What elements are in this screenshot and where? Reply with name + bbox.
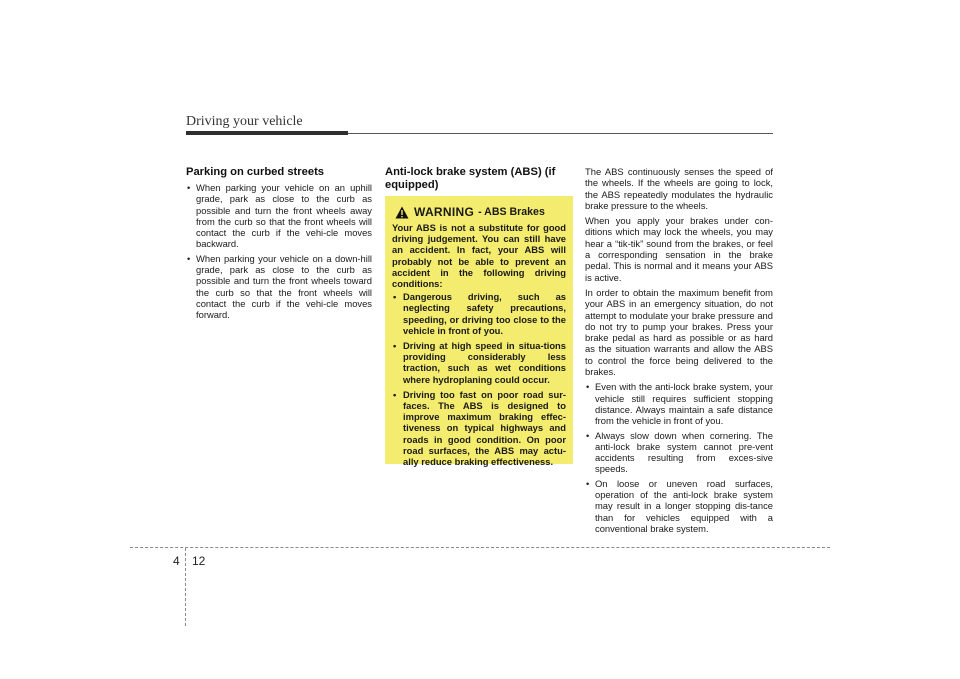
left-column <box>186 166 372 324</box>
page-number: 12 <box>192 554 206 568</box>
list-item: • Driving at high speed in situa-tions providing considerably less traction, such as wet conditions where hydroplaning could occur. <box>392 340 566 385</box>
right-column <box>585 166 773 537</box>
warning-body <box>392 222 566 471</box>
warning-label: WARNING <box>414 205 475 219</box>
list-item: • When parking your vehicle on an uphill grade, park as close to the curb as possible and turn the front wheels away from the curb so that the front wheels will contact the curb if the vehi-cle moves backward. <box>186 182 372 250</box>
middle-column <box>385 166 573 195</box>
page-header-title: Driving your vehicle <box>186 114 303 129</box>
abs-paragraph: When you apply your brakes under con-ditions which may lock the wheels, you may hear a “tik-tik” sound from the brakes, or feel a corresponding sensation in the brake pedal. This is normal and it means your ABS is active. <box>585 215 773 283</box>
list-item: • Dangerous driving, such as neglecting safety precautions, speeding, or driving too close to the vehicle in front of you. <box>392 291 566 336</box>
list-item: • When parking your vehicle on a down-hill grade, park as close to the curb as possible and turn the front wheels toward the curb so that the front wheels will contact the curb if the vehi-cle moves forward. <box>186 253 372 321</box>
warning-header <box>395 204 545 220</box>
list-item: • Driving too fast on poor road sur-faces. The ABS is designed to improve maximum braking effec-tiveness on typical highways and roads in good condition. On poor road surfaces, the ABS may actu-ally reduce braking effectiveness. <box>392 389 566 467</box>
header-rule-thick <box>186 131 348 135</box>
header-rule-thin <box>348 133 773 134</box>
warning-subtitle: - ABS Brakes <box>478 206 545 218</box>
abs-bullet-list <box>585 381 773 534</box>
abs-paragraph: In order to obtain the maximum benefit from your ABS in an emergency situation, do not attempt to modulate your brake pressure and do not try to pump your brakes. Press your brake pedal as hard as possible or as hard as the situation warrants and allow the ABS to control the force being delivered to the brakes. <box>585 286 773 378</box>
footer-divider <box>185 548 186 626</box>
warning-triangle-icon <box>395 206 409 219</box>
footer-rule <box>130 547 830 548</box>
parking-bullet-list <box>186 182 372 321</box>
abs-paragraph: The ABS continuously senses the speed of the wheels. If the wheels are going to lock, the ABS repeatedly modulates the hydraulic brake pressure to the wheels. <box>585 166 773 211</box>
section-heading-abs: Anti-lock brake system (ABS) (if equipped) <box>385 166 556 191</box>
warning-box <box>385 196 573 468</box>
list-item: • Always slow down when cornering. The anti-lock brake system cannot pre-vent accidents resulting from exces-sive speeds. <box>585 430 773 475</box>
list-item: • On loose or uneven road surfaces, operation of the anti-lock brake system may result in a longer stopping dis-tance than for vehicles equipped with a conventional brake system. <box>585 478 773 534</box>
warning-bullet-list <box>392 291 566 467</box>
section-heading-parking: Parking on curbed streets <box>186 166 325 178</box>
warning-intro: Your ABS is not a substitute for good driving judgement. You can still have an accident. In fact, your ABS will probably not be able to prevent an accident in the following driving conditions: <box>392 222 566 290</box>
chapter-number: 4 <box>173 554 180 568</box>
list-item: • Even with the anti-lock brake system, your vehicle still requires sufficient stopping distance. Always maintain a safe distance from the vehicle in front of you. <box>585 381 773 426</box>
